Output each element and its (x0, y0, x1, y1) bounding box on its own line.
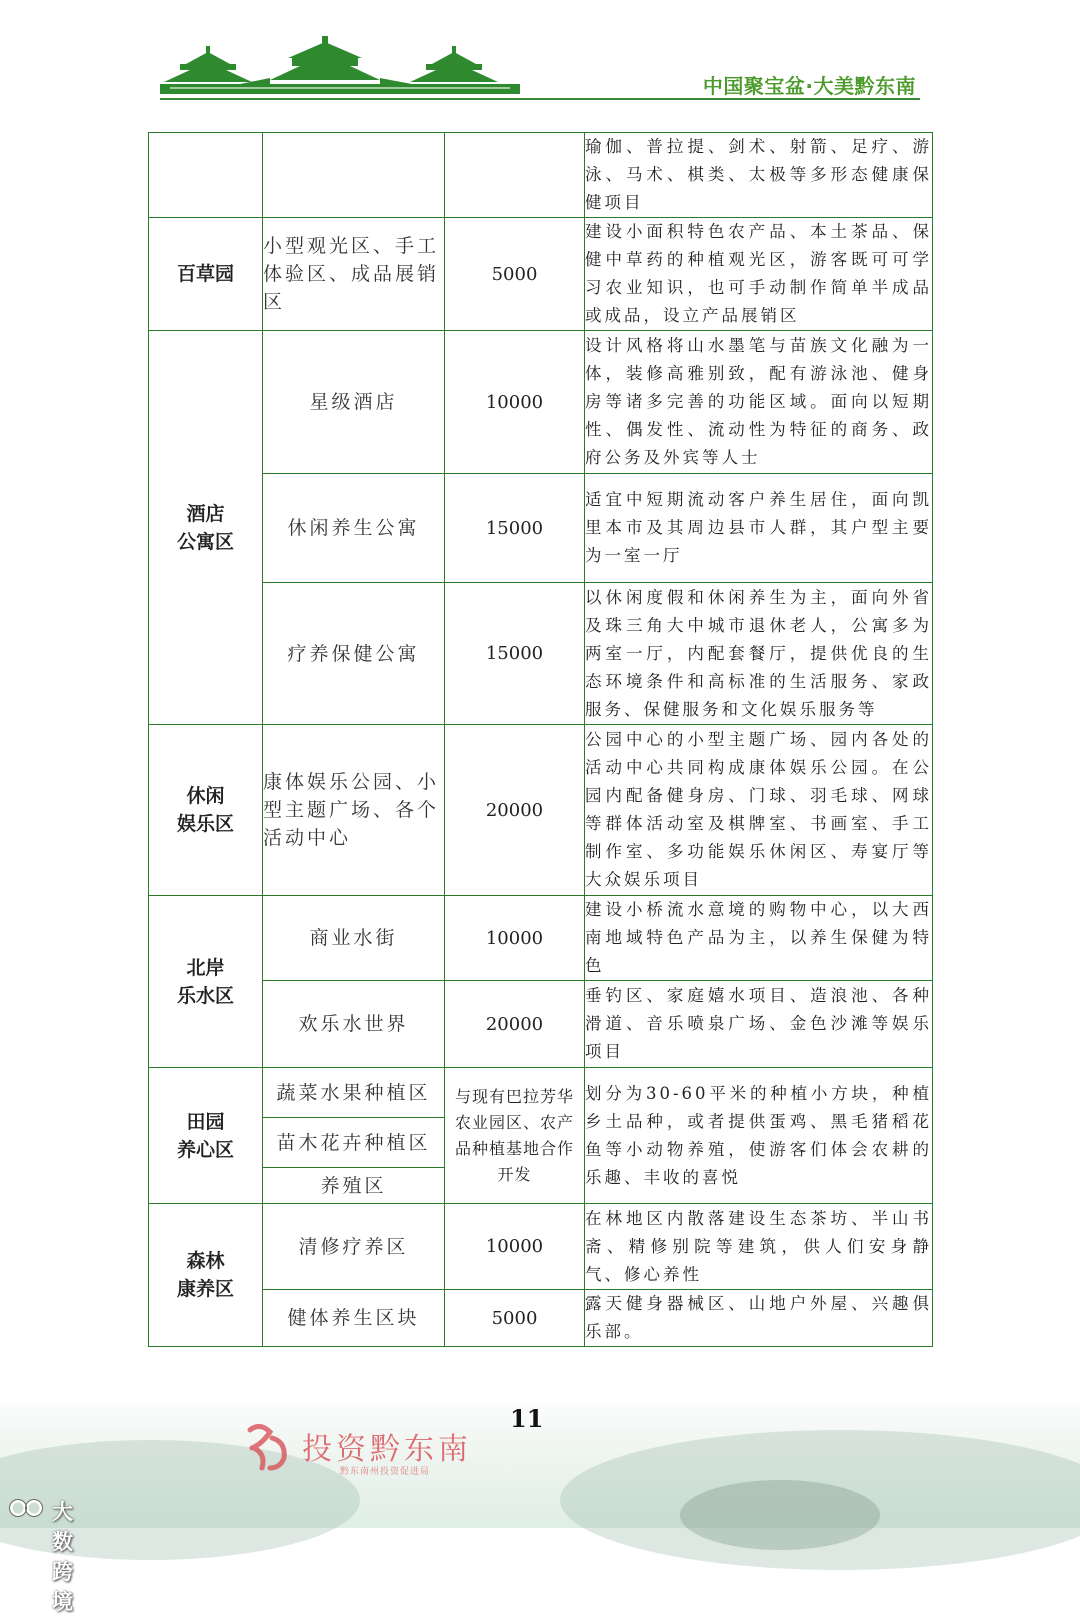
table-row (149, 583, 933, 725)
desc-cell: 设计风格将山水墨笔与苗族文化融为一体，装修高雅别致，配有游泳池、健身房等诸多完善的功能区域。面向以短期性、偶发性、流动性为特征的商务、政府公务及外宾等人士 (585, 331, 933, 474)
table-row (149, 474, 933, 583)
mountain-mist (680, 1480, 880, 1550)
brand-logo (240, 1418, 500, 1478)
zone-label: 养心区 (176, 1138, 234, 1161)
size-cell: 20000 (445, 981, 585, 1068)
size-cell: 10000 (445, 896, 585, 981)
area-cell: 小型观光区、手工体验区、成品展销区 (263, 218, 445, 331)
brand-name: 投资黔东南 (302, 1432, 472, 1467)
area-cell: 疗养保健公寓 (263, 583, 445, 725)
zone-label: 北岸 (186, 956, 225, 979)
desc-cell: 在林地区内散落建设生态茶坊、半山书斋、精修别院等建筑，供人们安身静气、修心养性 (585, 1204, 933, 1290)
table-row (149, 133, 933, 218)
table-row (149, 1068, 933, 1118)
area-cell: 清修疗养区 (263, 1204, 445, 1290)
zone-cell: 百草园 (149, 218, 263, 331)
size-cell: 5000 (445, 1290, 585, 1347)
desc-cell: 公园中心的小型主题广场、园内各处的活动中心共同构成康体娱乐公园。在公园内配备健身房、门球、羽毛球、网球等群体活动室及棋牌室、书画室、手工制作室、多功能娱乐休闲区、寿宴厅等大众娱乐项目 (585, 725, 933, 896)
desc-cell: 瑜伽、普拉提、剑术、射箭、足疗、游泳、马术、棋类、太极等多形态健康保健项目 (585, 133, 933, 218)
table-row (149, 1204, 933, 1290)
header-slogan: 中国聚宝盆·大美黔东南 (702, 74, 916, 98)
zone-label: 娱乐区 (176, 813, 234, 835)
desc-cell: 建设小桥流水意境的购物中心，以大西南地域特色产品为主，以养生保健为特色 (585, 896, 933, 981)
pagoda-logo-icon (160, 36, 520, 100)
zone-cell (149, 1068, 263, 1204)
size-cell (445, 133, 585, 218)
table-row (149, 1290, 933, 1347)
size-cell: 15000 (445, 583, 585, 725)
area-cell: 欢乐水世界 (263, 981, 445, 1068)
zone-label: 康养区 (176, 1278, 234, 1300)
desc-cell: 建设小面积特色农产品、本土茶品、保健中草药的种植观光区，游客既可可学习农业知识，也可手动制作简单半成品或成品，设立产品展销区 (585, 218, 933, 331)
planning-table (148, 132, 933, 1347)
zone-cell (149, 331, 263, 725)
zone-cell (149, 725, 263, 896)
desc-cell: 露天健身器械区、山地户外屋、兴趣俱乐部。 (585, 1290, 933, 1347)
watermark-logo-icon (8, 1494, 48, 1522)
zone-cell (149, 896, 263, 1068)
table-row (149, 218, 933, 331)
size-cell: 与现有巴拉芳华农业园区、农产品种植基地合作开发 (445, 1068, 585, 1204)
area-cell: 蔬菜水果种植区 (263, 1068, 445, 1118)
zone-label: 公寓区 (176, 530, 234, 553)
desc-cell: 适宜中短期流动客户养生居住，面向凯里本市及其周边县市人群，其户型主要为一室一厅 (585, 474, 933, 583)
desc-cell: 划分为30-60平米的种植小方块，种植乡土品种，或者提供蛋鸡、黑毛猪稻花鱼等小动物养殖，使游客们体会农耕的乐趣、丰收的喜悦 (585, 1068, 933, 1204)
size-cell: 10000 (445, 1204, 585, 1290)
zone-label: 乐水区 (176, 984, 234, 1007)
desc-cell: 垂钓区、家庭嬉水项目、造浪池、各种滑道、音乐喷泉广场、金色沙滩等娱乐项目 (585, 981, 933, 1068)
area-cell: 康体娱乐公园、小型主题广场、各个活动中心 (263, 725, 445, 896)
size-cell: 5000 (445, 218, 585, 331)
table-row (149, 981, 933, 1068)
area-cell: 养殖区 (263, 1168, 445, 1204)
brand-subtitle: 黔东南州投资促进局 (340, 1467, 431, 1477)
area-cell (263, 133, 445, 218)
zone-label: 田园 (186, 1110, 225, 1133)
watermark-text: 大数跨境 (52, 1500, 73, 1614)
area-cell: 健体养生区块 (263, 1290, 445, 1347)
area-cell: 休闲养生公寓 (263, 474, 445, 583)
size-cell: 10000 (445, 331, 585, 474)
desc-cell: 以休闲度假和休闲养生为主，面向外省及珠三角大中城市退休老人，公寓多为两室一厅，内配套餐厅，提供优良的生态环境条件和高标准的生活服务、家政服务、保健服务和文化娱乐服务等 (585, 583, 933, 725)
zone-cell (149, 133, 263, 218)
table-row (149, 725, 933, 896)
area-cell: 商业水街 (263, 896, 445, 981)
brand-mark-icon (240, 1418, 296, 1474)
area-cell: 苗木花卉种植区 (263, 1118, 445, 1168)
size-cell: 15000 (445, 474, 585, 583)
table-row (149, 331, 933, 474)
zone-label: 休闲 (186, 785, 225, 807)
size-cell: 20000 (445, 725, 585, 896)
page-number: 11 (510, 1404, 544, 1433)
table-row (149, 896, 933, 981)
page-header (160, 36, 920, 106)
zone-label: 森林 (186, 1250, 225, 1272)
zone-cell (149, 1204, 263, 1347)
area-cell: 星级酒店 (263, 331, 445, 474)
zone-label: 酒店 (186, 502, 225, 525)
